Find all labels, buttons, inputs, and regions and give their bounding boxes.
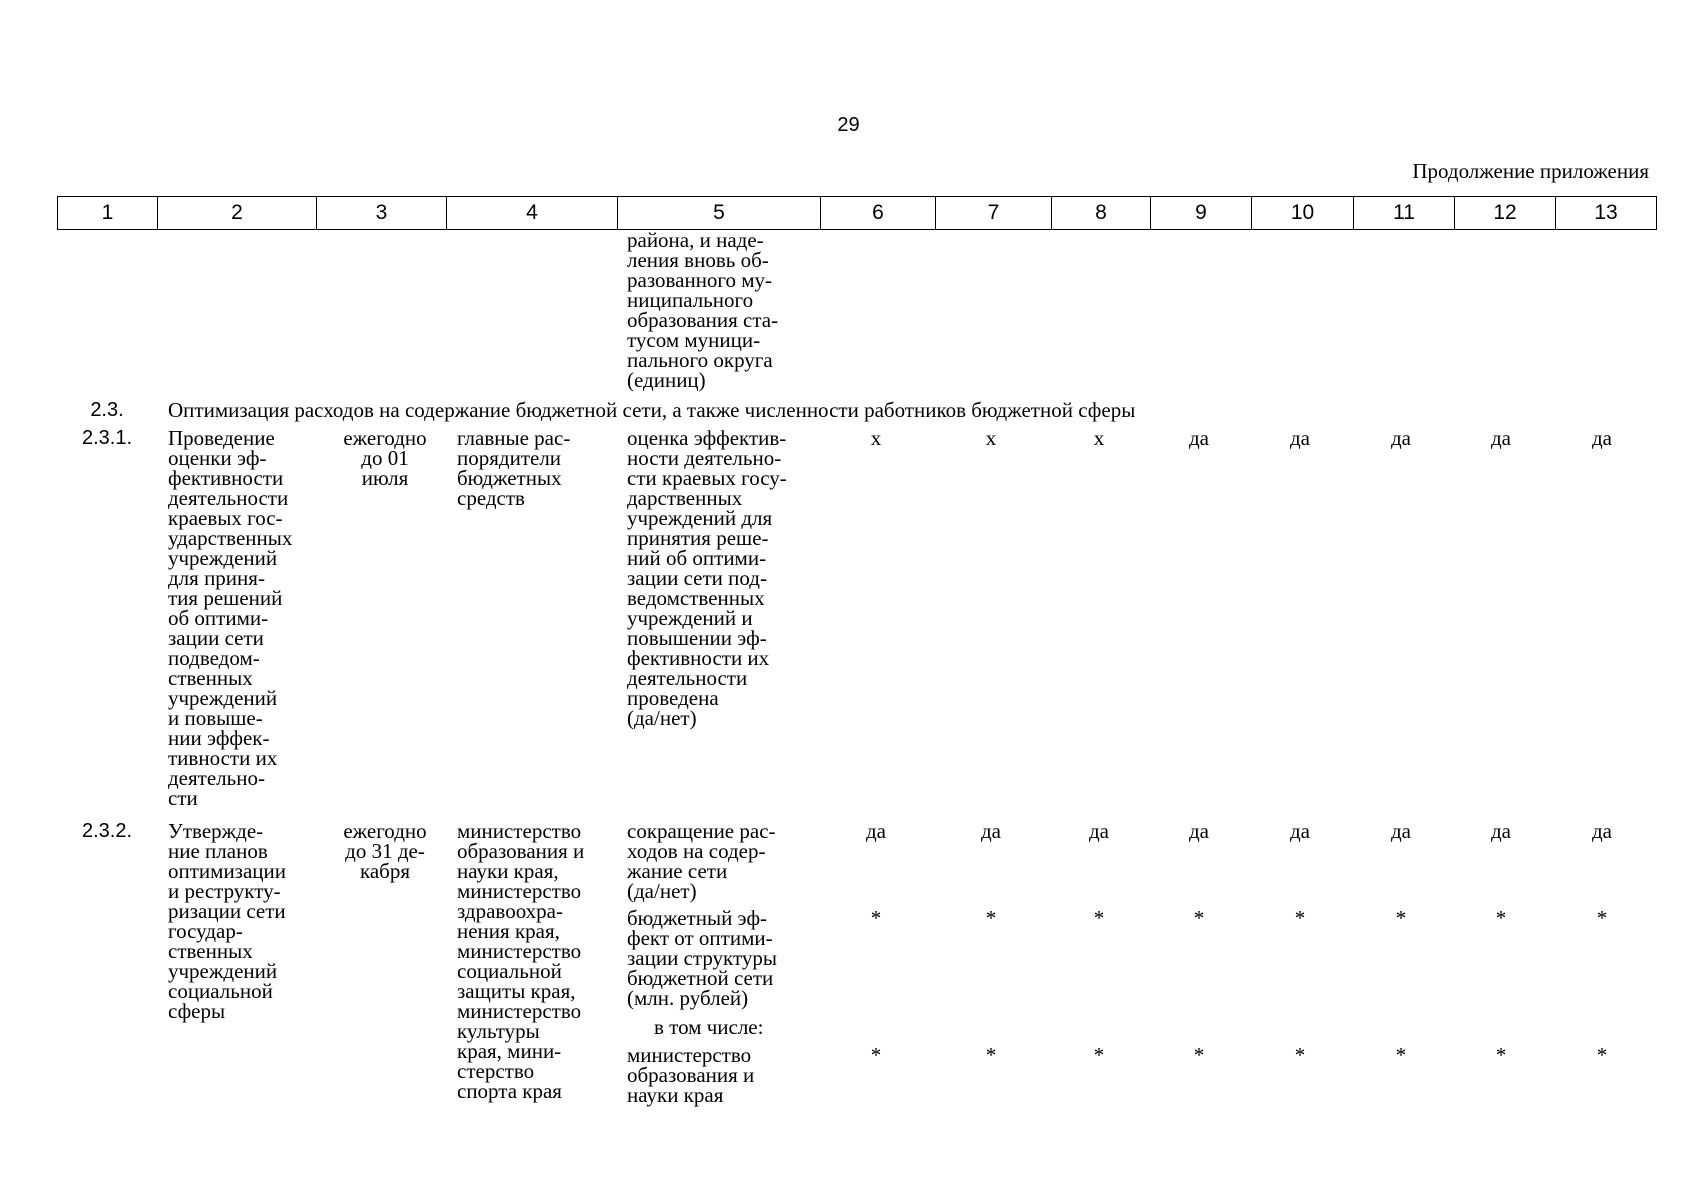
section-title: Оптимизация расходов на содержание бюджетной сети, а также численности работников бюджетной сферы [168,398,1136,422]
value-cell: * [870,1043,882,1067]
column-header: 5 [618,197,821,230]
value-cell: да [980,819,1001,843]
value-cell: * [1395,906,1407,930]
value-cell: да [1390,819,1411,843]
measure-executor: главные рас- порядители бюджетных средств [457,426,571,510]
column-header: 7 [936,197,1052,230]
value-cell: да [1390,426,1411,450]
value-cell: да [1088,819,1109,843]
measure-indicator: оценка эффектив- ности деятельно- сти краевых госу- дарственных учреждений для принятия реше- ний об оптими- зации сети под- ведомственных учреждений и повышении эф- фективности их деятельности проведена (да/нет) [627,426,787,730]
value-cell: да [1490,426,1511,450]
column-header: 1 [58,197,158,230]
column-header: 10 [1252,197,1354,230]
value-cell: * [985,906,997,930]
column-header: 9 [1151,197,1252,230]
value-cell: да [1591,426,1612,450]
row-number: 2.3.1. [81,427,133,449]
value-cell: да [1188,819,1209,843]
measure-indicator: сокращение рас- ходов на содер- жание сети (да/нет) [627,819,776,903]
column-header: 6 [821,197,936,230]
column-header-row [58,197,1657,230]
column-header: 11 [1354,197,1455,230]
value-cell: * [1193,1043,1205,1067]
value-cell: * [1495,1043,1507,1067]
value-cell: * [1093,1043,1105,1067]
value-cell: х [870,426,882,450]
value-cell: * [1294,906,1306,930]
measure-name: Проведение оценки эф- фективности деятельности краевых гос- ударственных учреждений для приня- тия решений об оптими- зации сети подведом- ственных учреждений и повыше- нии эффек- тивности их деятельно- сти [168,426,293,810]
value-cell: х [1093,426,1105,450]
value-cell: да [865,819,886,843]
measure-deadline: ежегодно до 01 июля [343,426,427,490]
value-cell: * [1596,1043,1608,1067]
measure-indicator: министерство образования и науки края [627,1043,755,1107]
value-cell: х [985,426,997,450]
column-header: 8 [1052,197,1151,230]
column-header: 12 [1455,197,1556,230]
measure-executor: министерство образования и науки края, министерство здравоохра- нения края, министерство социальной защиты края, министерство культуры края, мини- стерство спорта края [457,819,585,1103]
column-header-table [57,196,1657,230]
value-cell: * [1395,1043,1407,1067]
column-header: 3 [317,197,447,230]
value-cell: да [1289,426,1310,450]
measure-name: Утвержде- ние планов оптимизации и реструкту- ризации сети государ- ственных учреждений социальной сферы [168,819,287,1023]
value-cell: да [1591,819,1612,843]
measure-deadline: ежегодно до 31 де- кабря [343,819,427,883]
continuation-label: Продолжение приложения [1412,159,1649,183]
measure-indicator: бюджетный эф- фект от оптими- зации структуры бюджетной сети (млн. рублей) [627,906,777,1010]
carryover-indicator-text: района, и наде- ления вновь об- разованного му- ниципального образования ста- тусом муници- пального округа (единиц) [627,228,779,392]
section-number: 2.3. [90,399,124,421]
row-number: 2.3.2. [81,820,133,842]
page-number: 29 [837,114,860,136]
value-cell: * [1596,906,1608,930]
column-header: 4 [447,197,618,230]
column-header: 13 [1556,197,1657,230]
column-header: 2 [158,197,317,230]
value-cell: да [1490,819,1511,843]
value-cell: * [870,906,882,930]
value-cell: да [1188,426,1209,450]
value-cell: * [1093,906,1105,930]
value-cell: * [1294,1043,1306,1067]
value-cell: да [1289,819,1310,843]
value-cell: * [1193,906,1205,930]
value-cell: * [985,1043,997,1067]
value-cell: * [1495,906,1507,930]
including-label: в том числе: [654,1015,764,1039]
